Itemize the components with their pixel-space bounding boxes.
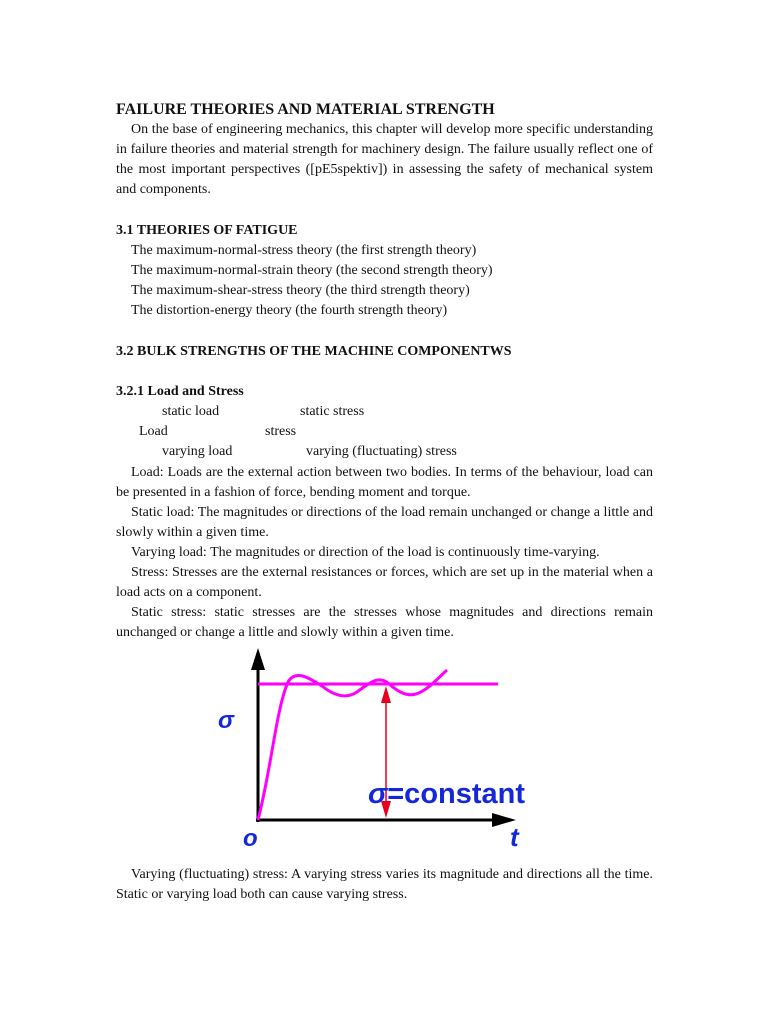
varying-load-paragraph: Varying load: The magnitudes or direction of the load is continuously time-varying. bbox=[131, 545, 600, 560]
static-stress-figure bbox=[0, 640, 768, 860]
page-title: FAILURE THEORIES AND MATERIAL STRENGTH bbox=[116, 101, 495, 118]
varying-load-label: varying load bbox=[162, 444, 233, 459]
annotation-sigma: σ bbox=[368, 778, 388, 810]
origin-label: o bbox=[243, 825, 258, 852]
static-load-paragraph: Static load: The magnitudes or directions of the load remain unchanged or change a little and slowly within a given time. bbox=[116, 505, 653, 540]
theory-item: The maximum-normal-strain theory (the second strength theory) bbox=[131, 263, 493, 278]
sigma-constant-annotation bbox=[368, 778, 525, 810]
y-axis-arrowhead bbox=[251, 648, 265, 670]
stress-paragraph: Stress: Stresses are the external resistances or forces, which are set up in the material when a load acts on a component. bbox=[116, 565, 653, 600]
varying-stress-label: varying (fluctuating) stress bbox=[306, 444, 457, 459]
intro-paragraph: On the base of engineering mechanics, this chapter will develop more specific understanding in failure theories and material strength for machinery design. The failure usually reflect one of the most important perspectives ([pE5spektiv]) in assessing the safety of mechanical system and components. bbox=[116, 122, 653, 197]
t-axis-label: t bbox=[510, 822, 519, 852]
annotation-constant: =constant bbox=[387, 778, 526, 810]
theory-item: The maximum-shear-stress theory (the third strength theory) bbox=[131, 283, 470, 298]
section-3-2-1-heading: 3.2.1 Load and Stress bbox=[116, 384, 244, 399]
load-paragraph: Load: Loads are the external action between two bodies. In terms of the behaviour, load can be presented in a fashion of force, bending moment and torque. bbox=[116, 465, 653, 500]
load-label: Load bbox=[139, 424, 168, 439]
section-3-2-heading: 3.2 BULK STRENGTHS OF THE MACHINE COMPONENTWS bbox=[116, 344, 512, 359]
static-stress-paragraph: Static stress: static stresses are the stresses whose magnitudes and directions remain unchanged or change a little and slowly within a given time. bbox=[116, 605, 653, 640]
theory-item: The distortion-energy theory (the fourth strength theory) bbox=[131, 303, 448, 318]
varying-stress-paragraph: Varying (fluctuating) stress: A varying stress varies its magnitude and directions all the time. Static or varying load both can cause varying stress. bbox=[116, 867, 653, 902]
stress-label: stress bbox=[265, 424, 297, 439]
section-3-1-heading: 3.1 THEORIES OF FATIGUE bbox=[116, 223, 298, 238]
static-stress-label: static stress bbox=[300, 404, 365, 419]
arrow-head-up bbox=[381, 686, 391, 703]
theory-item: The maximum-normal-stress theory (the first strength theory) bbox=[131, 243, 477, 258]
sigma-axis-label: σ bbox=[218, 707, 234, 734]
static-load-label: static load bbox=[162, 404, 220, 419]
